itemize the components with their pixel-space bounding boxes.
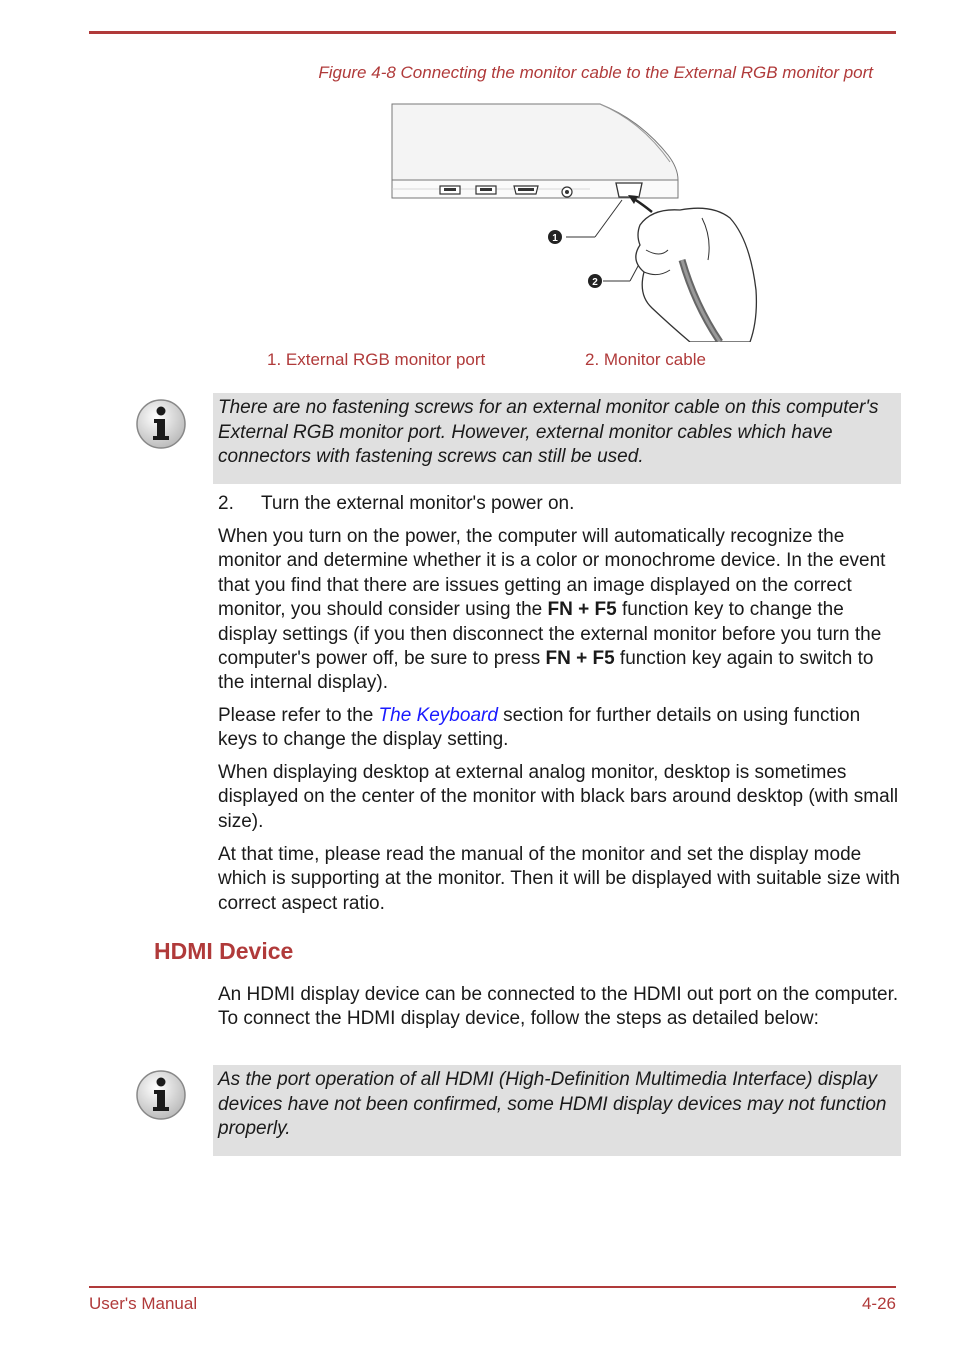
key-combo: FN + F5 bbox=[545, 648, 615, 670]
laptop-rgb-port-illustration bbox=[390, 100, 760, 342]
the-keyboard-link[interactable]: The Keyboard bbox=[378, 705, 498, 726]
section-heading-hdmi: HDMI Device bbox=[154, 938, 294, 964]
footer-page-number: 4-26 bbox=[861, 1294, 896, 1313]
key-combo: FN + F5 bbox=[547, 599, 617, 621]
info-icon bbox=[135, 398, 187, 450]
footer-manual-title: User's Manual bbox=[89, 1294, 198, 1313]
paragraph-keyboard-ref: Please refer to the The Keyboard section for further details on using function keys to change the display setting. bbox=[218, 705, 861, 751]
note-fastening-screws: There are no fastening screws for an external monitor cable on this computer's External RGB monitor port. However, external monitor cables which have connectors with fastening screws can still be used. bbox=[213, 393, 901, 484]
figure-caption: Figure 4-8 Connecting the monitor cable to the External RGB monitor port bbox=[318, 63, 873, 82]
step-number: 2. bbox=[218, 493, 234, 514]
legend-monitor-cable: 2. Monitor cable bbox=[585, 350, 706, 369]
paragraph-display-mode: At that time, please read the manual of the monitor and set the display mode which is supporting at the monitor. Then it will be displayed with suitable size with correct aspect ratio. bbox=[218, 844, 900, 914]
callout-1: 1 bbox=[552, 233, 558, 244]
note-hdmi-compat: As the port operation of all HDMI (High-Definition Multimedia Interface) display devices have not been confirmed, some HDMI display devices may not function properly. bbox=[213, 1065, 901, 1156]
paragraph-auto-recognize: When you turn on the power, the computer will automatically recognize the monitor and determine whether it is a color or monochrome device. In the event that you find that there are issues getting an image displayed on the correct monitor, you should consider using the FN + F5 function key to change the display settings (if you then disconnect the external monitor before you turn the computer's power off, be sure to press FN + F5 function key again to switch to the internal display). bbox=[218, 526, 886, 694]
header-rule bbox=[89, 31, 896, 34]
callout-2: 2 bbox=[592, 277, 598, 288]
legend-external-rgb-port: 1. External RGB monitor port bbox=[267, 350, 486, 369]
step-text: Turn the external monitor's power on. bbox=[261, 493, 575, 514]
info-icon bbox=[135, 1069, 187, 1121]
paragraph-analog-monitor: When displaying desktop at external analog monitor, desktop is sometimes displayed on the center of the monitor with black bars around desktop (with small size). bbox=[218, 762, 899, 832]
footer-rule bbox=[89, 1286, 896, 1288]
paragraph-hdmi-intro: An HDMI display device can be connected to the HDMI out port on the computer. To connect the HDMI display device, follow the steps as detailed below: bbox=[218, 984, 899, 1030]
